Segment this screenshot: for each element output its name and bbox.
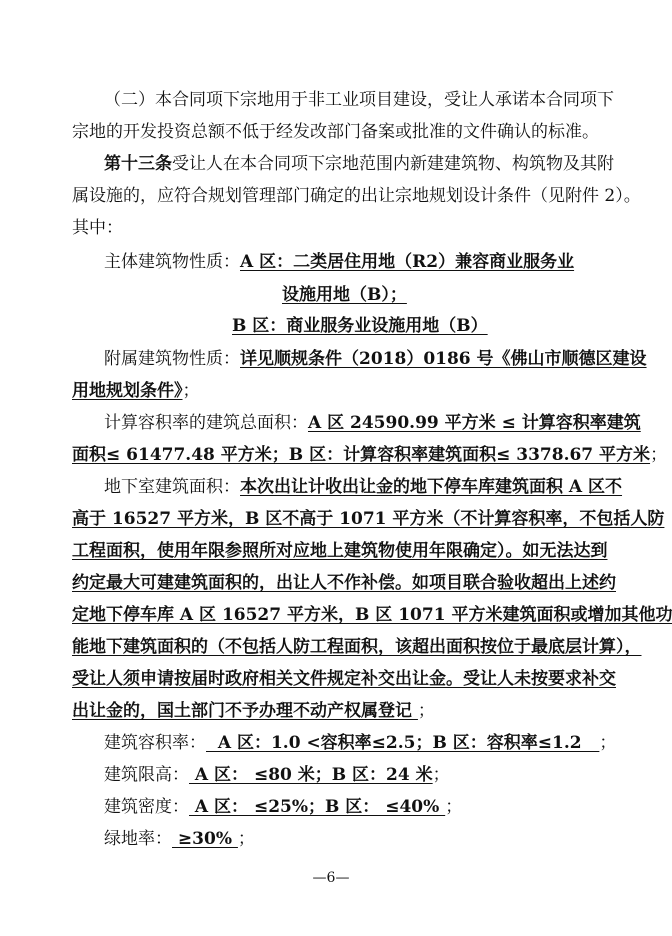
field-label: 附属建筑物性质： (104, 349, 240, 369)
field-label: 绿地率： (104, 829, 172, 849)
green-ratio (104, 827, 590, 851)
field-label: 建筑限高： (104, 765, 189, 785)
paragraph-line (72, 635, 642, 659)
article-number: 第十三条 (104, 154, 172, 174)
text: ； (445, 797, 463, 817)
basement-area (104, 475, 623, 499)
paragraph-line (72, 379, 590, 403)
floor-area-total (104, 411, 641, 435)
text: ； (182, 381, 200, 401)
paragraph-line (72, 443, 668, 467)
plot-ratio (104, 731, 617, 755)
main-building-nature-cont (282, 283, 407, 307)
paragraph-line (72, 216, 590, 240)
field-label: 计算容积率的建筑总面积： (104, 413, 308, 433)
field-value: A 区：1.0 <容积率≤2.5；B 区：容积率≤1.2 (206, 733, 600, 753)
text: ； (599, 733, 617, 753)
field-value: 用地规划条件》 (72, 381, 183, 401)
paragraph-line (72, 120, 599, 144)
text: 属设施的，应符合规划管理部门确定的出让宗地规划设计条件（见附件 2）。 (72, 186, 641, 206)
text: ； (650, 445, 668, 465)
height-limit (104, 763, 590, 787)
text: 宗地的开发投资总额不低于经发改部门备案或批准的文件确认的标准。 (72, 122, 599, 142)
main-building-nature-b (232, 314, 488, 338)
paragraph-line (72, 667, 616, 691)
field-value: 面积≤ 61477.48 平方米；B 区：计算容积率建筑面积≤ 3378.67 平方米 (72, 445, 651, 465)
field-value: 能地下建筑面积的（不包括人防工程面积，该超出面积按位于最底层计算）， (72, 637, 642, 657)
field-value: 设施用地（B）； (282, 285, 407, 305)
paragraph-line (72, 184, 641, 208)
main-building-nature (104, 250, 590, 274)
field-value: ≥30% (172, 829, 238, 849)
text: 受让人在本合同项下宗地范围内新建建筑物、构筑物及其附 (172, 154, 614, 174)
field-value: 工程面积，使用年限参照所对应地上建筑物使用年限确定）。如无法达到 (72, 541, 608, 561)
building-density (104, 795, 590, 819)
field-value: 出让金的，国土部门不予办理不动产权属登记 (72, 701, 418, 721)
field-value: 受让人须申请按届时政府相关文件规定补交出让金。受让人未按要求补交 (72, 669, 616, 689)
text: （二）本合同项下宗地用于非工业项目建设，受让人承诺本合同项下 (104, 90, 614, 110)
field-value: 本次出让计收出让金的地下停车库建筑面积 A 区不 (240, 477, 623, 497)
text: ； (417, 701, 435, 721)
paragraph-line (72, 571, 616, 595)
field-value: 详见顺规条件（2018）0186 号《佛山市顺德区建设 (240, 349, 647, 369)
field-value: A 区 24590.99 平方米 ≤ 计算容积率建筑 (308, 413, 641, 433)
article-heading-line (104, 152, 614, 176)
field-label: 建筑密度： (104, 797, 189, 817)
paragraph-line (72, 539, 608, 563)
field-value: A 区： ≤25%；B 区： ≤40% (189, 797, 446, 817)
text: 其中： (72, 218, 123, 238)
field-value: 约定最大可建建筑面积的，出让人不作补偿。如项目联合验收超出上述约 (72, 573, 616, 593)
field-value: 高于 16527 平方米，B 区不高于 1071 平方米（不计算容积率，不包括人防 (72, 509, 665, 529)
paragraph-line (72, 507, 665, 531)
paragraph-line (72, 699, 590, 723)
field-label: 主体建筑物性质： (104, 252, 240, 272)
field-label: 建筑容积率： (104, 733, 206, 753)
field-label: 地下室建筑面积： (104, 477, 240, 497)
page-number: —6— (312, 870, 350, 886)
paragraph-line (104, 88, 614, 112)
paragraph-line (72, 603, 672, 627)
text: ； (237, 829, 255, 849)
field-value: A 区：二类居住用地（R2）兼容商业服务业 (240, 252, 575, 272)
field-value: 定地下停车库 A 区 16527 平方米，B 区 1071 平方米建筑面积或增加其他功 (72, 605, 672, 625)
text: ； (432, 765, 450, 785)
field-value: A 区： ≤80 米；B 区：24 米 (189, 765, 433, 785)
field-value: B 区：商业服务业设施用地（B） (232, 316, 488, 336)
ancillary-building-nature (104, 347, 647, 371)
